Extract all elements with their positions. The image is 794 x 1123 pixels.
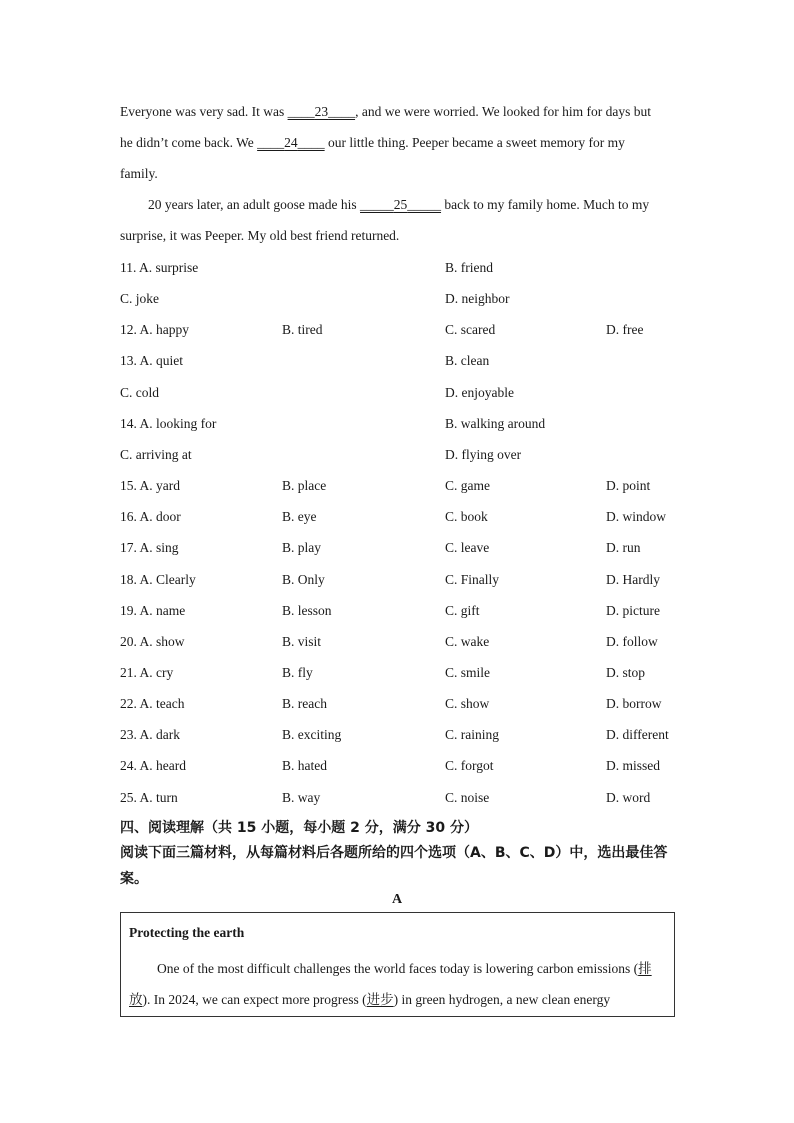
blank-24: ____24____ [257,135,325,150]
option-a: A. teach [139,696,185,712]
story-line-2 [120,135,625,151]
option-d: D. enjoyable [445,384,514,400]
option-b: B. play [282,540,321,556]
option-c: C. forgot [445,758,494,774]
question-number [120,478,180,494]
option-d: D. run [606,540,641,556]
passage-title: Protecting the earth [129,925,245,940]
question-number-text: 14. [120,415,137,431]
option-b: B. fly [282,664,313,680]
passage-box [120,912,675,1017]
option-a: A. heard [139,758,186,774]
question-number [120,665,173,681]
story-line-4 [148,197,649,213]
question-number-text: 13. [120,353,137,369]
option-a: A. dark [139,727,181,743]
option-d: D. follow [606,633,658,649]
option-c: C. noise [445,789,490,805]
story-line-1 [120,104,651,120]
story-text: our little thing. Peeper became a sweet memory for my [324,135,625,150]
question-number-text: 22. [120,696,137,712]
question-number [120,509,181,525]
question-number-text: 20. [120,633,137,649]
option-b: B. reach [282,696,327,712]
question-number [120,322,189,338]
question-number-text: 23. [120,727,137,743]
blank-number: 25 [393,197,408,212]
question-number-text: 25. [120,789,137,805]
question-number [120,696,185,712]
option-a: A. looking for [139,415,217,431]
option-a: A. show [139,633,185,649]
story-line-3: family. [120,166,158,181]
option-c: C. arriving at [120,446,192,462]
question-number [120,758,186,774]
option-c: C. wake [445,633,490,649]
option-d: D. window [606,509,666,525]
option-b: B. place [282,478,327,494]
option-a: A. Clearly [139,571,196,587]
gloss-chinese: 进步 [366,992,394,1007]
option-c: C. game [445,478,490,494]
story-text: back to my family home. Much to my [441,197,650,212]
story-text: 20 years later, an adult goose made his [148,197,361,212]
question-number [120,603,185,619]
option-a: A. yard [139,478,181,494]
option-b: B. Only [282,571,325,587]
option-a: A. sing [139,540,179,556]
question-number [120,790,178,806]
question-number-text: 17. [120,540,137,556]
option-c: C. joke [120,291,159,307]
gloss-chinese: 排放 [129,961,652,1007]
option-d: D. stop [606,664,646,680]
story-text: he didn’t come back. We [120,135,258,150]
blank-23: ____23____ [287,104,356,119]
option-c: C. scared [445,322,496,338]
option-b: B. exciting [282,727,342,743]
option-a: A. name [139,602,186,618]
question-number [120,540,179,556]
question-number-text: 21. [120,664,137,680]
question-number-text: 18. [120,571,137,587]
option-d: D. missed [606,758,660,774]
option-d: D. word [606,789,651,805]
question-number-text: 11. [120,260,137,275]
question-number [120,416,216,432]
story-text: , and we were worried. We looked for him for days but [355,104,652,119]
option-c: C. smile [445,664,491,680]
option-c: C. show [445,696,490,712]
question-number [120,727,180,743]
blank-number: 24 [284,135,298,150]
option-d: D. flying over [445,446,522,462]
blank-number: 23 [314,104,329,119]
option-c: C. cold [120,384,159,400]
passage-letter: A [391,892,403,907]
option-c: C. leave [445,540,490,556]
option-d: D. different [606,727,669,743]
option-a: A. happy [139,322,190,338]
option-b: B. tired [282,322,323,338]
option-a: A. quiet [139,353,184,369]
option-b: B. lesson [282,602,332,618]
option-b: B. eye [282,509,317,525]
option-c: C. raining [445,727,499,743]
option-d: D. borrow [606,696,662,712]
option-d: D. neighbor [445,291,510,307]
question-number-text: 16. [120,509,137,525]
question-number-text: 15. [120,478,137,494]
blank-25: _____25_____ [360,197,442,212]
option-c: C. gift [445,602,480,618]
option-a: A. cry [139,664,174,680]
option-d: D. free [606,322,644,338]
option-c: C. book [445,509,488,525]
option-b: B. visit [282,633,322,649]
option-b: B. friend [445,260,493,275]
option-a: A. door [139,509,181,525]
option-c: C. Finally [445,571,500,587]
option-d: D. picture [606,602,660,618]
option-b: B. clean [445,353,490,369]
question-number-text: 19. [120,602,137,618]
question-number [120,353,183,369]
question-number [120,572,196,588]
option-d: D. Hardly [606,571,660,587]
passage-text-part: ) in green hydrogen, a new clean energy [393,992,611,1007]
option-d: D. point [606,478,651,494]
question-number [120,260,198,276]
story-text: Everyone was very sad. It was [120,104,288,119]
option-b: B. walking around [445,415,546,431]
question-number [120,634,185,650]
passage-text [129,953,669,1015]
option-b: B. way [282,789,321,805]
passage-text-part: ). In 2024, we can expect more progress ( [142,992,367,1007]
section-title: 四、阅读理解（共 15 小题，每小题 2 分，满分 30 分） [120,820,478,836]
question-number-text: 12. [120,322,137,338]
option-a: A. turn [139,789,178,805]
section-instruction: 阅读下面三篇材料，从每篇材料后各题所给的四个选项（A、B、C、D）中，选出最佳答案。 [120,845,668,887]
option-b: B. hated [282,758,327,774]
option-a: A. surprise [139,260,199,275]
story-line-5: surprise, it was Peeper. My old best friend returned. [120,228,400,243]
question-number-text: 24. [120,758,137,774]
passage-text-part: One of the most difficult challenges the world faces today is lowering carbon emissions ( [157,961,639,976]
